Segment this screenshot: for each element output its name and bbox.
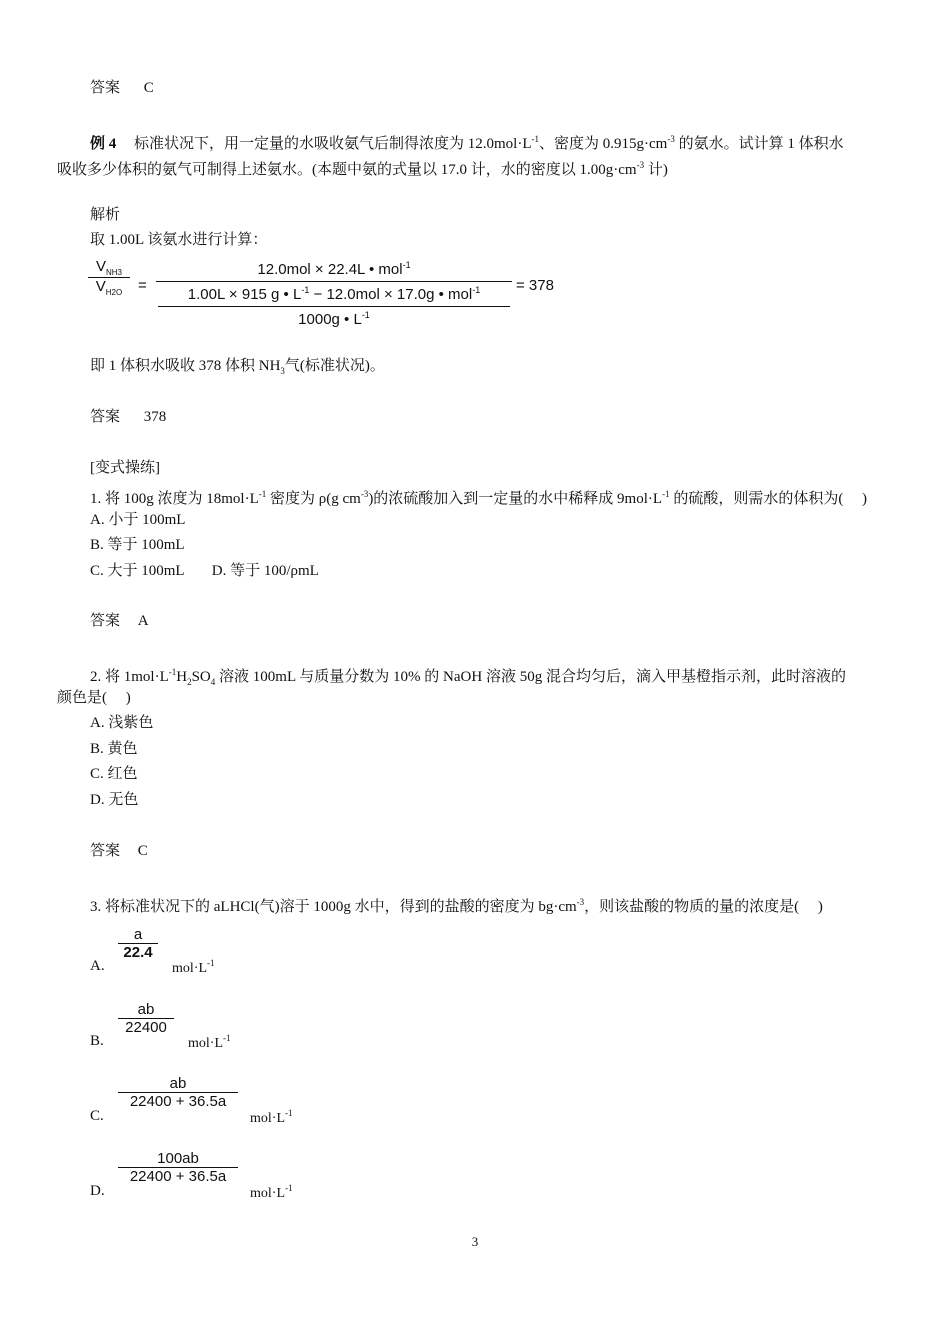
fraction-bar xyxy=(158,306,510,307)
numerator: 100ab xyxy=(157,1150,199,1167)
denominator: 22.4 xyxy=(123,944,153,961)
denominator: 22400 + 36.5a xyxy=(129,1168,227,1185)
inner-denominator: 1000g • $L^{-1}$ xyxy=(298,310,370,328)
answer-value: C xyxy=(137,843,148,859)
option-b: B. 黄色 xyxy=(90,741,138,757)
option-d-unit: $mol\cdot L^{-1}$ xyxy=(250,1183,293,1201)
answer-label: 答案 xyxy=(90,80,121,96)
option-c-label: C. xyxy=(90,1108,104,1124)
option-d-fraction xyxy=(118,1150,238,1185)
answer-value: 378 xyxy=(143,409,167,425)
lhs-fraction xyxy=(88,258,130,297)
denominator: 22400 xyxy=(125,1019,167,1036)
example4-text: 、密度为 0.915g·cm xyxy=(539,136,668,152)
answer-line xyxy=(90,407,166,427)
option-b-label: B. xyxy=(90,1033,104,1049)
answer-line xyxy=(90,611,149,631)
option-c-d xyxy=(90,561,319,581)
option-a-fraction xyxy=(118,926,158,961)
option-a: A. 小于 100mL xyxy=(90,512,186,528)
example4-line2 xyxy=(57,155,668,180)
main-numerator: 12.0mol × 22.4L • mol$^{-1}$ xyxy=(257,260,411,278)
answer-line xyxy=(90,841,148,861)
superscript: -1 xyxy=(531,134,540,144)
lhs-numerator: $V_{NH3}$ xyxy=(95,258,123,277)
option-d-label: D. xyxy=(90,1183,105,1199)
page-number: 3 xyxy=(471,1234,479,1249)
option-a: A. 浅紫色 xyxy=(90,715,154,731)
question-3: 3. 将标准状况下的 aLHCl(气)溶于 1000g 水中，得到的盐酸的密度为 $bg\cdot cm^{-3}$，则该盐酸的物质的量的浓度是( ) xyxy=(90,897,823,915)
example4-text: 的氨水。试计算 1 体积水 xyxy=(674,136,844,152)
solution-take: 取 1.00L 该氨水进行计算： xyxy=(90,232,268,248)
option-c-unit: $mol\cdot L^{-1}$ xyxy=(250,1108,293,1126)
example4-text: 计) xyxy=(644,162,668,178)
answer-value: C xyxy=(143,80,154,96)
question-1: 1. 将 100g 浓度为 $18mol\cdot L^{-1}$ 密度为 ρ(g $cm^{-3}$)的浓硫酸加入到一定量的水中稀释成 $9mol\cdot L^{-1}$ 的硫酸，则需水的体积为( ) xyxy=(90,489,868,507)
superscript: -3 xyxy=(636,160,645,170)
question-2: 2. 将 $1mol\cdot L^{-1}H_2SO_4$ 溶液 100mL 与质量分数为 10% 的 NaOH 溶液 50g 混合均匀后，滴入甲基橙指示剂，此时溶液的 xyxy=(90,667,846,687)
option-a-label: A. xyxy=(90,958,105,974)
option-a-unit: $mol\cdot L^{-1}$ xyxy=(172,958,215,976)
main-fraction xyxy=(156,260,512,328)
answer-label: 答案 xyxy=(90,409,121,425)
option-c: C. 红色 xyxy=(90,766,138,782)
denominator: 22400 + 36.5a xyxy=(129,1093,227,1110)
option-b-unit: $mol\cdot L^{-1}$ xyxy=(188,1033,231,1051)
example4-line1 xyxy=(90,129,844,154)
solution-title: 解析 xyxy=(90,207,121,223)
option-b: B. 等于 100mL xyxy=(90,537,185,553)
answer-label: 答案 xyxy=(90,613,121,629)
answer-value: A xyxy=(137,613,149,629)
inner-numerator: 1.00L × 915 g • $L^{-1} - 12.0mol \times 17.0g$ • mol$^{-1}$ xyxy=(187,285,481,303)
example4-label: 例 4 xyxy=(90,136,117,152)
option-b-fraction xyxy=(118,1001,174,1036)
solution-conclusion: 即 1 体积水吸收 378 体积 $NH_3$气(标准状况)。 xyxy=(90,358,385,376)
superscript: -3 xyxy=(667,134,675,144)
practice-header: [变式操练] xyxy=(90,460,160,476)
numerator: a xyxy=(133,926,143,943)
formula-result: = 378 xyxy=(516,277,554,294)
fraction-bar xyxy=(156,281,512,282)
answer-label: 答案 xyxy=(90,843,121,859)
question-2-line2: 颜色是( ) xyxy=(57,690,131,706)
option-d: D. 等于 100/ρmL xyxy=(211,563,319,579)
answer-line xyxy=(90,78,154,98)
numerator: ab xyxy=(137,1001,155,1018)
numerator: ab xyxy=(169,1075,187,1092)
example4-text: 吸收多少体积的氨气可制得上述氨水。(本题中氨的式量以 17.0 计，水的密度以 1.00g·cm xyxy=(57,162,637,178)
option-c: C. 大于 100mL xyxy=(90,563,185,579)
option-c-fraction xyxy=(118,1075,238,1110)
lhs-denominator: $V_{H2O}$ xyxy=(95,278,123,297)
equals-sign: = xyxy=(138,277,147,294)
option-d: D. 无色 xyxy=(90,792,139,808)
example4-text: 标准状况下，用一定量的水吸收氨气后制得浓度为 12.0mol·L xyxy=(134,136,532,152)
